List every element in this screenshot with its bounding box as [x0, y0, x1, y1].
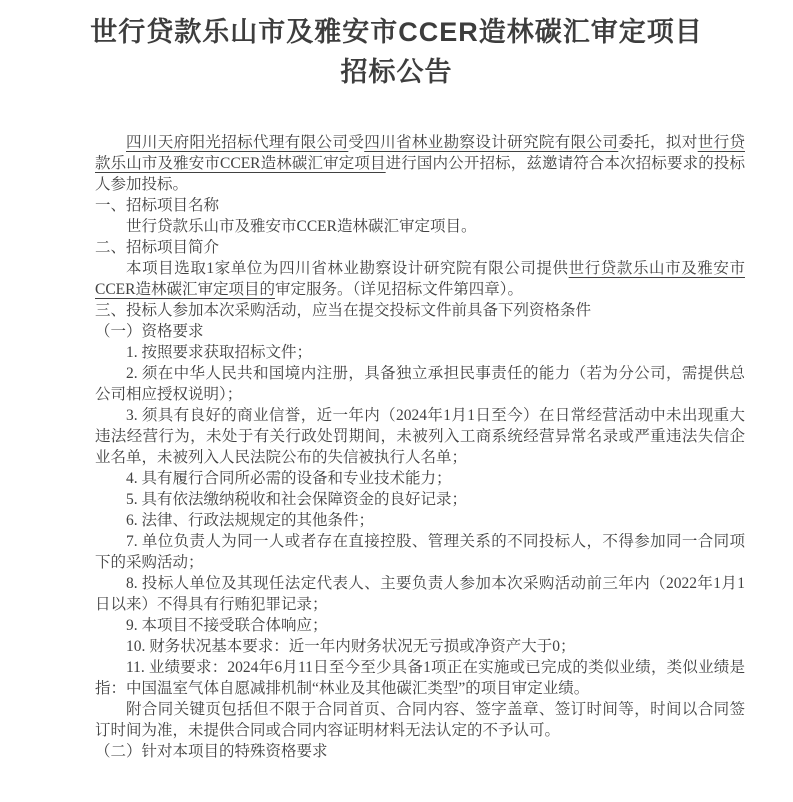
text-run: 1. 按照要求获取招标文件； — [126, 344, 313, 361]
paragraph — [95, 321, 745, 342]
text-run: 5. 具有依法缴纳税收和社会保障资金的良好记录； — [126, 491, 468, 508]
text-run: 本项目选取1家单位为四川省林业勘察设计研究院有限公司提供 — [126, 260, 569, 277]
paragraph — [95, 342, 745, 363]
paragraph — [95, 195, 745, 216]
text-run: 世行贷款乐山市及雅安市CCER造林碳汇审定项目。 — [126, 218, 477, 235]
paragraph — [95, 699, 745, 741]
text-run: （二）针对本项目的特殊资格要求 — [95, 743, 328, 760]
text-run: 2. 须在中华人民共和国境内注册，具备独立承担民事责任的能力（若为分公司，需提供总公司相应授权说明）； — [95, 365, 745, 403]
text-run: 10. 财务状况基本要求：近一年内财务状况无亏损或净资产大于0； — [126, 638, 576, 655]
text-run: 委托，拟对 — [618, 134, 698, 151]
text-run: 6. 法律、行政法规规定的其他条件； — [126, 512, 375, 529]
text-run: 审定服务。（详见招标文件第四章）。 — [274, 281, 523, 298]
text-run: 11. 业绩要求：2024年6月11日至今至少具备1项正在实施或已完成的类似业绩，类似业绩是指：中国温室气体自愿减排机制“林业及其他碳汇类型”的项目审定业绩。 — [95, 659, 745, 697]
paragraph — [95, 573, 745, 615]
text-run: 二、招标项目简介 — [95, 239, 220, 256]
document-body — [95, 132, 745, 762]
text-run: 8. 投标人单位及其现任法定代表人、主要负责人参加本次采购活动前三年内（2022年1月1日以来）不得具有行贿犯罪记录； — [95, 575, 745, 613]
underlined-text-run: 世行贷款乐山市及雅安市CCER造林碳汇审定项目的 — [95, 260, 745, 298]
paragraph — [95, 258, 745, 300]
text-run: 4. 具有履行合同所必需的设备和专业技术能力； — [126, 470, 452, 487]
paragraph — [95, 657, 745, 699]
text-run: （一）资格要求 — [95, 323, 204, 340]
document-title-line1: 世行贷款乐山市及雅安市CCER造林碳汇审定项目 — [90, 17, 703, 47]
paragraph — [95, 531, 745, 573]
document-title — [0, 12, 793, 92]
underlined-text-run: 四川省林业勘察设计研究院有限公司 — [364, 134, 619, 151]
underlined-text-run: 四川天府阳光招标代理有限公司 — [126, 134, 349, 151]
text-run: 受 — [348, 134, 365, 151]
paragraph — [95, 468, 745, 489]
paragraph — [95, 636, 745, 657]
text-run: 9. 本项目不接受联合体响应； — [126, 617, 328, 634]
text-run: 附合同关键页包括但不限于合同首页、合同内容、签字盖章、签订时间等，时间以合同签订时间为准，未提供合同或合同内容证明材料无法认定的不予认可。 — [95, 701, 745, 739]
paragraph — [95, 489, 745, 510]
paragraph — [95, 615, 745, 636]
paragraph — [95, 741, 745, 762]
paragraph — [95, 363, 745, 405]
text-run: 三、投标人参加本次采购活动，应当在提交投标文件前具备下列资格条件 — [95, 302, 592, 319]
paragraph — [95, 237, 745, 258]
underlined-text-run: 世行贷款乐山市及雅安市CCER造林碳汇审定项目 — [95, 134, 745, 172]
document-title-line2: 招标公告 — [340, 57, 453, 87]
text-run: 7. 单位负责人为同一人或者存在直接控股、管理关系的不同投标人，不得参加同一合同项下的采购活动； — [95, 533, 745, 571]
text-run: 进行国内公开招标，兹邀请符合本次招标要求的投标人参加投标。 — [95, 155, 745, 193]
paragraph — [95, 300, 745, 321]
paragraph — [95, 405, 745, 468]
paragraph — [95, 216, 745, 237]
paragraph — [95, 510, 745, 531]
text-run: 一、招标项目名称 — [95, 197, 220, 214]
text-run: 3. 须具有良好的商业信誉，近一年内（2024年1月1日至今）在日常经营活动中未出现重大违法经营行为，未处于有关行政处罚期间，未被列入工商系统经营异常名录或严重违法失信企业名单，未被列入人民法院公布的失信被执行人名单； — [95, 407, 745, 466]
paragraph — [95, 132, 745, 195]
